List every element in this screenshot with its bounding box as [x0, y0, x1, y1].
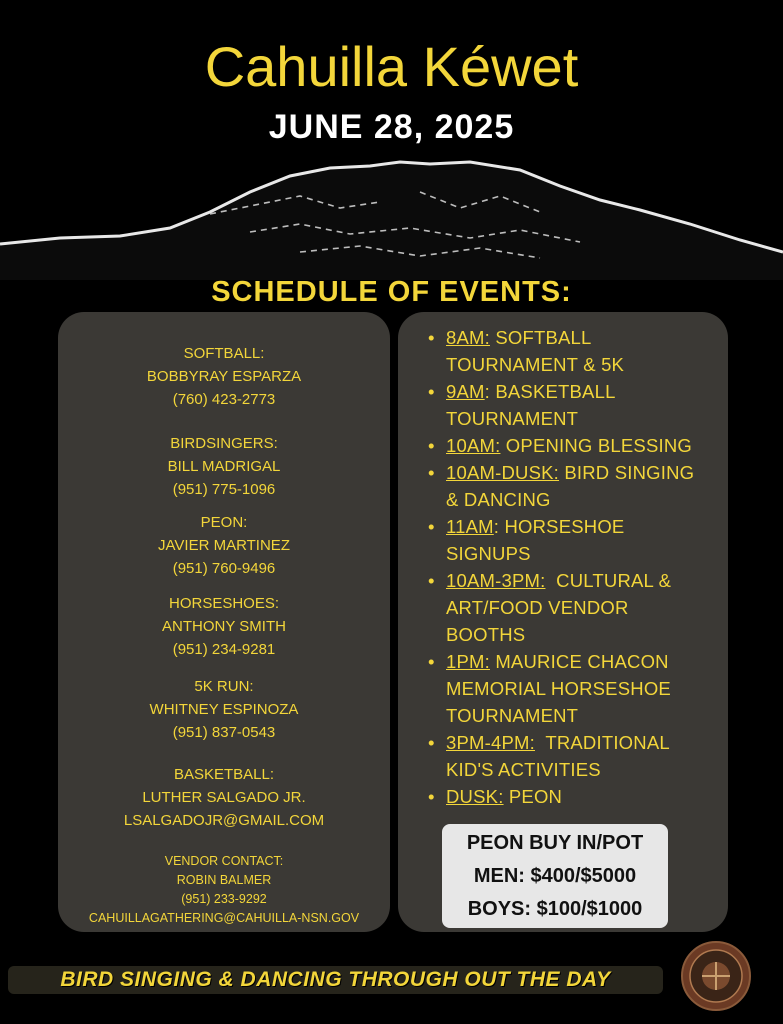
pot-boys: BOYS: $100/$1000 — [467, 898, 643, 920]
bullet-icon: • — [428, 381, 435, 402]
event-text-cont: KID'S ACTIVITIES — [446, 759, 601, 780]
contact-basketball — [58, 763, 390, 832]
contact-email: LSALGADOJR@GMAIL.COM — [123, 812, 325, 829]
event-time: 1PM: — [446, 651, 490, 672]
event-time: 10AM: — [446, 435, 501, 456]
event-text-cont: TOURNAMENT — [446, 408, 579, 429]
bullet-icon: • — [428, 570, 435, 591]
list-item — [428, 783, 718, 810]
vendor-email: CAHUILLAGATHERING@CAHUILLA-NSN.GOV — [88, 911, 360, 925]
event-text: PEON — [503, 786, 563, 807]
page-title: Cahuilla Kéwet — [204, 35, 579, 98]
contact-name: BOBBYRAY ESPARZA — [146, 368, 302, 385]
contact-role: SOFTBALL: — [183, 345, 265, 362]
contact-role: HORSESHOES: — [168, 595, 280, 612]
contact-peon — [58, 511, 390, 580]
event-text: MAURICE CHACON — [489, 651, 669, 672]
list-item — [428, 459, 718, 513]
contact-name: ANTHONY SMITH — [162, 618, 286, 635]
bullet-icon: • — [428, 327, 435, 348]
peon-pot-box — [442, 824, 668, 928]
contact-birdsingers — [58, 432, 390, 501]
mountain-silhouette-image — [0, 152, 783, 280]
schedule-heading: SCHEDULE OF EVENTS: — [211, 276, 572, 308]
event-text-cont: TOURNAMENT — [446, 705, 579, 726]
list-item — [428, 324, 718, 378]
vendor-phone: (951) 233-9292 — [181, 892, 267, 906]
pot-men: MEN: $400/$5000 — [473, 865, 637, 887]
tribal-seal-icon — [680, 940, 752, 1012]
pot-heading: PEON BUY IN/POT — [466, 832, 644, 854]
bullet-icon: • — [428, 516, 435, 537]
contact-name: JAVIER MARTINEZ — [158, 537, 290, 554]
event-text: : HORSESHOE — [493, 516, 625, 537]
list-item — [428, 432, 718, 459]
event-time: 8AM: — [446, 327, 490, 348]
contact-softball — [58, 342, 390, 411]
contact-role: BIRDSINGERS: — [170, 435, 278, 452]
event-time: DUSK: — [446, 786, 504, 807]
list-item — [428, 378, 718, 432]
bullet-icon: • — [428, 732, 435, 753]
contact-name: LUTHER SALGADO JR. — [142, 789, 306, 806]
vendor-contact — [58, 852, 390, 928]
event-time: 11AM — [446, 516, 494, 537]
contact-role: 5K RUN: — [194, 678, 254, 695]
event-text: BIRD SINGING — [559, 462, 695, 483]
bullet-icon: • — [428, 651, 435, 672]
event-text: TRADITIONAL — [534, 732, 670, 753]
contact-5k-run — [58, 675, 390, 744]
list-item — [428, 729, 718, 783]
list-item — [428, 513, 718, 567]
event-time: 10AM-DUSK: — [446, 462, 560, 483]
list-item — [428, 567, 718, 648]
vendor-name: ROBIN BALMER — [176, 873, 272, 887]
event-time: 9AM — [446, 381, 485, 402]
event-text: OPENING BLESSING — [500, 435, 693, 456]
event-date: JUNE 28, 2025 — [268, 108, 515, 146]
events-list — [428, 324, 718, 810]
contact-horseshoes — [58, 592, 390, 661]
event-text-cont: & DANCING — [446, 489, 551, 510]
vendor-role: VENDOR CONTACT: — [164, 854, 284, 868]
list-item — [428, 648, 718, 729]
event-text-cont: SIGNUPS — [446, 543, 531, 564]
event-text: SOFTBALL — [489, 327, 592, 348]
bullet-icon: • — [428, 435, 435, 456]
contact-name: BILL MADRIGAL — [167, 458, 281, 475]
event-text-cont: ART/FOOD VENDOR — [446, 597, 629, 618]
event-text: : BASKETBALL — [484, 381, 616, 402]
event-text-cont: TOURNAMENT & 5K — [446, 354, 625, 375]
event-time: 3PM-4PM: — [446, 732, 535, 753]
event-text: CULTURAL & — [545, 570, 672, 591]
contact-role: PEON: — [200, 514, 248, 531]
event-text-cont: BOOTHS — [446, 624, 526, 645]
contact-phone: (760) 423-2773 — [172, 391, 276, 408]
contact-role: BASKETBALL: — [173, 766, 275, 783]
contacts-panel — [58, 312, 390, 932]
contact-phone: (951) 760-9496 — [172, 560, 276, 577]
contact-phone: (951) 234-9281 — [172, 641, 276, 658]
bullet-icon: • — [428, 462, 435, 483]
events-panel — [398, 312, 728, 932]
bottom-banner: BIRD SINGING & DANCING THROUGH OUT THE DAY — [8, 966, 663, 994]
contact-phone: (951) 775-1096 — [172, 481, 276, 498]
event-time: 10AM-3PM: — [446, 570, 546, 591]
event-text-cont: MEMORIAL HORSESHOE — [446, 678, 671, 699]
contact-name: WHITNEY ESPINOZA — [149, 701, 299, 718]
bullet-icon: • — [428, 786, 435, 807]
contact-phone: (951) 837-0543 — [172, 724, 276, 741]
